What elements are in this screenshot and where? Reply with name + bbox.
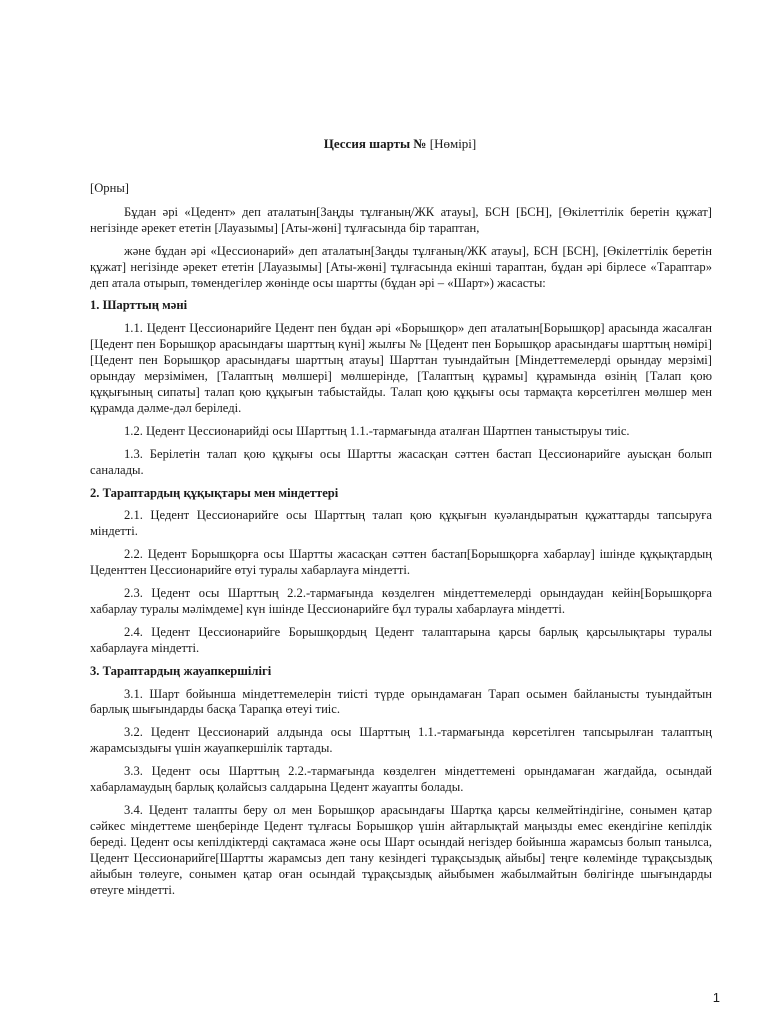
intro-paragraph: және бұдан әрі «Цессионарий» деп аталатын[Заңды тұлғаның/ЖК атауы], БСН [БСН], [Өкілеттілік беретін құжат] негізінде әрекет ететін [Лауазымы] [Аты-жөні] тұлғасында екінші тараптан, бұдан әрі бірлесе «Тараптар» деп атала отырып, төмендегілер жөнінде осы шартты (бұдан әрі – «Шарт») жасасты: [90,243,712,290]
clause-paragraph: 3.4. Цедент талапты беру ол мен Борышқор арасындағы Шартқа қарсы келмейтіндігіне, сонымен қатар сәйкес міндеттеме шеңберінде Цедент тұлғасы Борышқор үшін айтарлықтай маңызды емес екендігіне кепілдік береді. Цедент осы кепілдіктерді сақтамаса және осы Шарт осындай негіздер бойынша жарамсыз болып танылса, Цедент Цессионарийге[Шартты жарамсыз деп тану кезіндегі тұрақсыздық айыбы] теңге көлемінде тұрақсыздық айыбын төлеуге, сонымен қатар оған осындай тұрақсыздық айыбымен жабылмайтын бөлігінде шығындарды өтеуге міндетті. [90,803,712,897]
clause-paragraph: 2.3. Цедент осы Шарттың 2.2.-тармағында көзделген міндеттемелерді орындаудан кейін[Борышқорға хабарлау туралы мәлімдеме] күн ішінде Цессионарийге бұл туралы хабарлауға міндетті. [90,586,712,616]
clause-paragraph: 2.2. Цедент Борышқорға осы Шартты жасасқан сәттен бастап[Борышқорға хабарлау] ішінде құқықтардың Цеденттен Цессионарийге өтуі туралы хабарлауға міндетті. [90,547,712,578]
clause-paragraph: 2.1. Цедент Цессионарийге осы Шарттың талап қою құқығын куәландыратын құжаттарды тапсыруға міндетті. [90,508,712,539]
section-heading: 1. Шарттың мәні [90,298,188,313]
clause-paragraph: 3.3. Цедент осы Шарттың 2.2.-тармағында көзделген міндеттемені орындамаған жағдайда, осындай хабарламаудың барлық қолайсыз салдарына Цедент жауапты болады. [90,764,712,795]
title-number-placeholder: [Нөмірі] [429,136,477,151]
clause-paragraph: 3.1. Шарт бойынша міндеттемелерін тиісті түрде орындамаған Тарап осымен байланысты туындайтын барлық шығындарды басқа Тарапқа өтеуі тиіс. [90,686,712,717]
clause-paragraph: 1.3. Берілетін талап қою құқығы осы Шартты жасасқан сәттен бастап Цессионарийге ауысқан болып саналады. [90,446,712,477]
document-body [90,181,712,905]
intro-paragraph: Бұдан әрі «Цедент» деп аталатын[Заңды тұлғаның/ЖК атауы], БСН [БСН], [Өкілеттілік беретін құжат] негізінде әрекет ететін [Лауазымы] [Аты-жөні] тұлғасында бір тараптан, [90,204,712,235]
clause-paragraph: 2.4. Цедент Цессионарийге Борышқордың Цедент талаптарына қарсы барлық қарсылықтары туралы хабарлауға міндетті. [90,624,712,655]
section-heading: 2. Тараптардың құқықтары мен міндеттері [90,485,339,500]
page-number: 1 [712,990,720,1005]
clause-paragraph: 3.2. Цедент Цессионарий алдында осы Шарттың 1.1.-тармағында көрсетілген тапсырылған талаптың жарамсыздығы үшін жауапкершілік тартады. [90,725,712,756]
title-text: Цессия шарты № [323,136,427,151]
clause-paragraph: 1.1. Цедент Цессионарийге Цедент пен бұдан әрі «Борышқор» деп аталатын[Борышқор] арасында жасалған [Цедент пен Борышқор арасындағы шарттың күні] жылғы № [Цедент пен Борышқор арасындағы шарттың нөмірі] [Цедент пен Борышқор арасындағы шарттың атауы] Шарттан туындайтын [Міндеттемелерді орындау мерзімі] орындау мерзімімен, [Талаптың мөлшері] мөлшерінде, [Талаптың құрамы] құрамында өзінің [Талап қою құқығының сипаты] талап қою құқығын табыстайды. Талап қою құқығы осы тармақта көрсетілген мөлшер мен құрамда дәлме-дәл беріледі. [90,321,712,415]
section-heading: 3. Тараптардың жауапкершілігі [90,663,272,678]
clause-paragraph: 1.2. Цедент Цессионарийді осы Шарттың 1.1.-тармағында аталған Шартпен таныстыруы тиіс. [124,423,630,438]
document-title [90,136,710,152]
place-placeholder: [Орны] [90,181,129,195]
